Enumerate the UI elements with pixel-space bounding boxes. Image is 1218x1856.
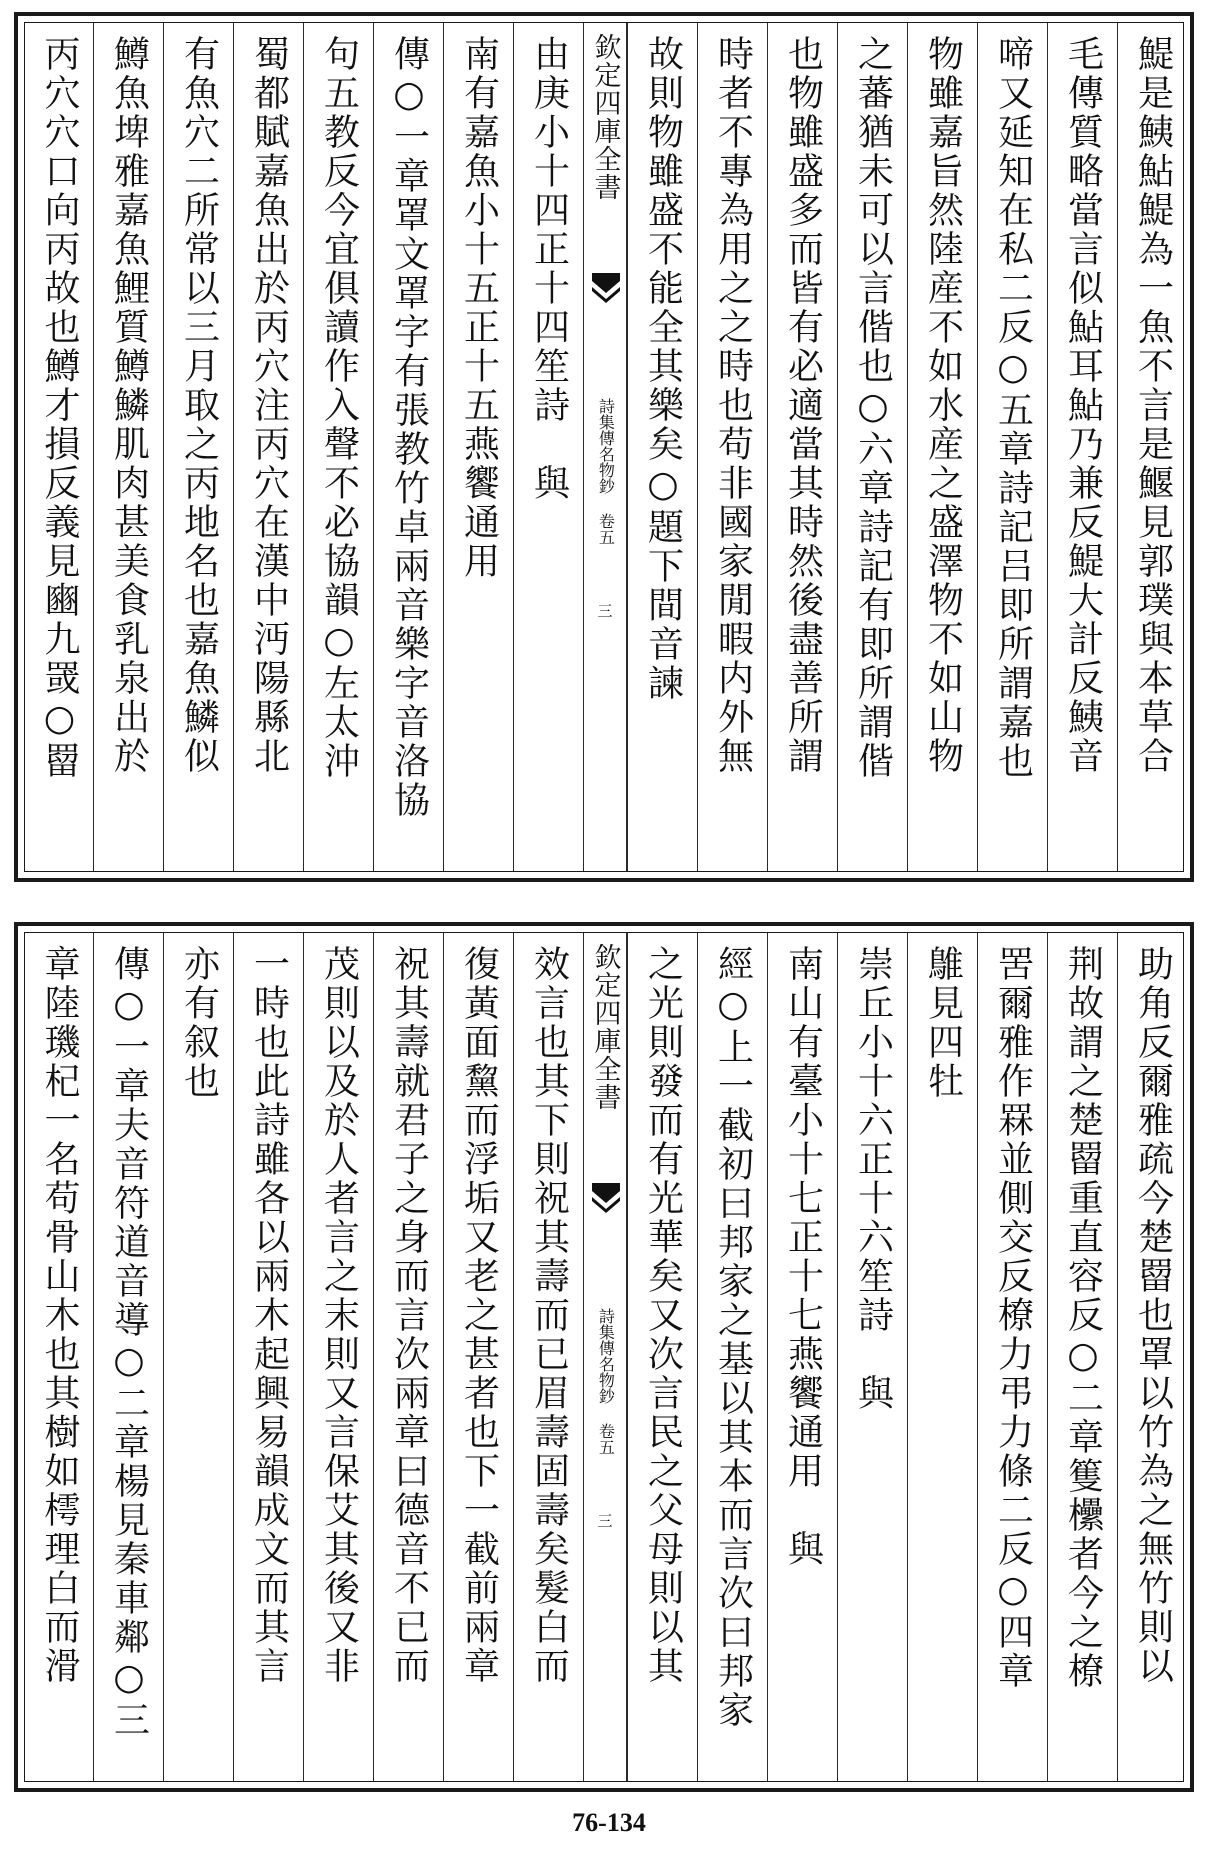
bottom-col-r2: 荆故謂之楚罶重直容反○二章篗欙者今之橑 [1047, 933, 1117, 1781]
top-col-l5: 蜀都賦嘉魚出於丙穴注丙穴在漢中沔陽縣北 [233, 23, 303, 871]
bottom-col-r4: 鵻見四牡 [907, 933, 977, 1781]
bottom-col-r1: 助角反爾雅疏今楚罶也罩以竹為之無竹則以 [1117, 933, 1187, 1781]
top-col-r3: 啼又延知在私二反○五章詩記吕即所謂嘉也 [977, 23, 1047, 871]
top-page [14, 12, 1194, 882]
top-col-r1: 鯷是鮧鮎鯷為一魚不言是鰋見郭璞與本草合 [1117, 23, 1187, 871]
band-page-number: 三 [597, 1512, 613, 1530]
bottom-col-l4: 茂則以及於人者言之末則又言保艾其後又非 [303, 933, 373, 1781]
top-col-l1: 由庚小十四正十四笙詩 與 [513, 23, 583, 871]
fish-tail-icon [592, 1183, 620, 1217]
bottom-col-l2: 復黃面黧而浮垢又老之甚者也下一截前兩章 [443, 933, 513, 1781]
bottom-col-r5: 崇丘小十六正十六笙詩 與 [837, 933, 907, 1781]
top-col-l7: 鱒魚埤雅嘉魚鯉質鱒鱗肌肉甚美食乳泉出於 [93, 23, 163, 871]
fish-tail-icon [592, 273, 620, 307]
bottom-col-l6: 亦有叙也 [163, 933, 233, 1781]
top-col-l4: 句五教反今宜俱讀作入聲不必協韻○左太沖 [303, 23, 373, 871]
top-col-l6: 有魚穴二所常以三月取之丙地名也嘉魚鱗似 [163, 23, 233, 871]
bottom-col-l1: 效言也其下則祝其壽而已眉壽固壽矣髮白而 [513, 933, 583, 1781]
bottom-col-l8: 章陸璣杞一名苟骨山木也其樹如樗理白而滑 [39, 945, 80, 1686]
top-col-r7: 時者不專為用之之時也苟非國家閒暇内外無 [697, 23, 767, 871]
bottom-col-l5: 一時也此詩雖各以兩木起興易韻成文而其言 [233, 933, 303, 1781]
bottom-col-r8: 之光則發而有光華矣又次言民之父母則以其 [627, 933, 697, 1781]
top-page-frame [24, 22, 1184, 872]
bottom-col-l7: 傳○一章夫音符道音導○二章楊見秦車鄰○三 [93, 933, 163, 1781]
top-col-r5: 之蕃猶未可以言偕也○六章詩記有即所謂偕 [837, 23, 907, 871]
top-col-r2: 毛傳質略當言似鮎耳鮎乃兼反鯷大計反鮧音 [1047, 23, 1117, 871]
bottom-page-frame [24, 932, 1184, 1782]
bottom-col-l3: 祝其壽就君子之身而言次兩章曰德音不已而 [373, 933, 443, 1781]
page-number-footer: 76-134 [572, 1808, 646, 1837]
bottom-col-r6: 南山有臺小十七正十七燕饗通用 與 [767, 933, 837, 1781]
bottom-col-r7: 經○上一截初曰邦家之基以其本而言次曰邦家 [697, 933, 767, 1781]
top-col-l3: 傳○一章罩文罩字有張教竹卓兩音樂字音洛協 [373, 23, 443, 871]
top-col-r8: 故則物雖盛不能全其樂矣○題下間音諫 [627, 23, 697, 871]
top-center-band [583, 23, 627, 871]
bottom-col-r3: 罟爾雅作罧並側交反橑力弔力條二反○四章 [977, 933, 1047, 1781]
top-col-l8: 丙穴穴口向丙故也鱒才損反義見豳九罭○罶 [39, 35, 80, 781]
band-title: 欽定四庫全書 [589, 33, 621, 201]
bottom-center-band [583, 933, 627, 1781]
band-subtitle: 詩集傳名物鈔 卷五 [596, 398, 616, 545]
band-title: 欽定四庫全書 [589, 943, 621, 1111]
top-col-r4: 物雖嘉旨然陸産不如水産之盛澤物不如山物 [907, 23, 977, 871]
band-page-number: 三 [597, 602, 613, 620]
top-col-r6: 也物雖盛多而皆有必適當其時然後盡善所謂 [767, 23, 837, 871]
bottom-page [14, 922, 1194, 1792]
band-subtitle: 詩集傳名物鈔 卷五 [596, 1308, 616, 1455]
top-col-l2: 南有嘉魚小十五正十五燕饗通用 [443, 23, 513, 871]
